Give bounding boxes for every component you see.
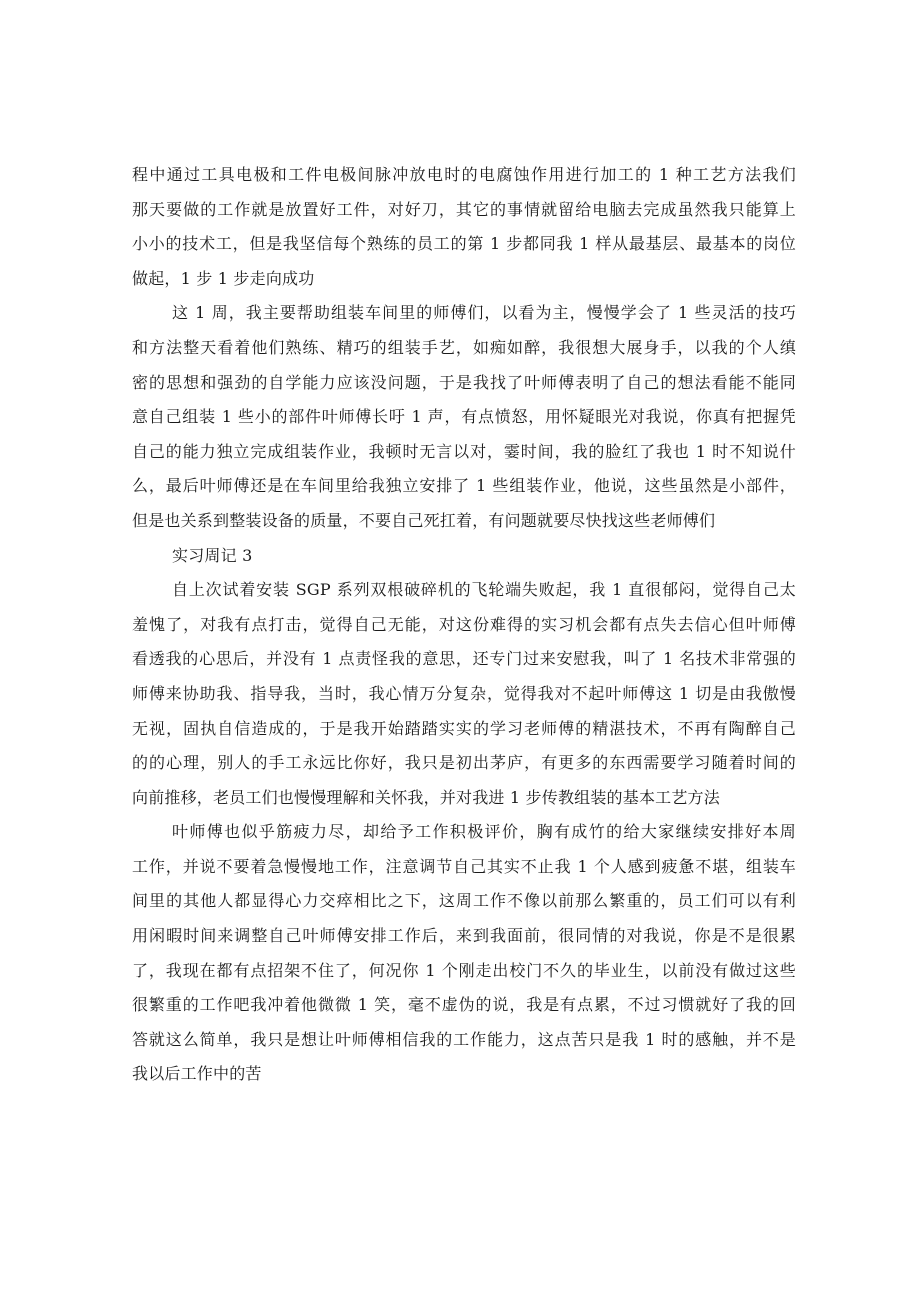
paragraph [132, 539, 796, 574]
text-line: 看透我的心思后，并没有 1 点责怪我的意思，还专门过来安慰我，叫了 1 名技术非常强的 [132, 649, 796, 669]
text-line: 密的思想和强劲的自学能力应该没问题，于是我找了叶师傅表明了自己的想法看能不能同 [132, 372, 796, 392]
paragraph [132, 296, 796, 538]
paragraph [132, 573, 796, 815]
text-line: 叶师傅也似乎筋疲力尽，却给予工作积极评价，胸有成竹的给大家继续安排好本周 [172, 822, 796, 842]
text-line: 这 1 周，我主要帮助组装车间里的师傅们，以看为主，慢慢学会了 1 些灵活的技巧 [172, 303, 796, 323]
document-body [132, 158, 796, 1092]
text-line: 工作，并说不要着急慢慢地工作，注意调节自己其实不止我 1 个人感到疲惫不堪，组装车 [132, 856, 796, 876]
text-line: 师傅来协助我、指导我，当时，我心情万分复杂，觉得我对不起叶师傅这 1 切是由我傲慢 [132, 683, 796, 703]
text-line: 么，最后叶师傅还是在车间里给我独立安排了 1 些组装作业，他说，这些虽然是小部件， [132, 476, 796, 496]
text-line: 用闲暇时间来调整自己叶师傅安排工作后，来到我面前，很同情的对我说，你是不是很累 [132, 926, 796, 946]
text-line: 答就这么简单，我只是想让叶师傅相信我的工作能力，这点苦只是我 1 时的感触，并不是 [132, 1029, 796, 1049]
text-line: 做起，1 步 1 步走向成功 [132, 268, 315, 288]
text-line: 我以后工作中的苦 [132, 1064, 262, 1084]
text-line: 间里的其他人都显得心力交瘁相比之下，这周工作不像以前那么繁重的，员工们可以有利 [132, 891, 796, 911]
paragraph [132, 815, 796, 1092]
text-line: 羞愧了，对我有点打击，觉得自己无能，对这份难得的实习机会都有点失去信心但叶师傅 [132, 614, 796, 634]
paragraph [132, 158, 796, 296]
text-line: 无视，固执自信造成的，于是我开始踏踏实实的学习老师傅的精湛技术，不再有陶醉自己 [132, 718, 796, 738]
text-line: 的的心理，别人的手工永远比你好，我只是初出茅庐，有更多的东西需要学习随着时间的 [132, 753, 796, 773]
text-line: 了，我现在都有点招架不住了，何况你 1 个刚走出校门不久的毕业生，以前没有做过这些 [132, 960, 796, 980]
text-line: 程中通过工具电极和工件电极间脉冲放电时的电腐蚀作用进行加工的 1 种工艺方法我们 [132, 165, 796, 184]
text-line: 那天要做的工作就是放置好工件，对好刀，其它的事情就留给电脑去完成虽然我只能算上 [132, 199, 796, 219]
text-line: 实习周记 3 [172, 545, 253, 565]
text-line: 意自己组装 1 些小的部件叶师傅长吁 1 声，有点愤怒，用怀疑眼光对我说，你真有把握凭 [132, 407, 796, 427]
text-line: 自己的能力独立完成组装作业，我顿时无言以对，霎时间，我的脸红了我也 1 时不知说什 [132, 441, 796, 461]
text-line: 但是也关系到整装设备的质量，不要自己死扛着，有问题就要尽快找这些老师傅们 [132, 510, 716, 530]
text-line: 向前推移，老员工们也慢慢理解和关怀我，并对我进 1 步传教组装的基本工艺方法 [132, 787, 720, 807]
text-line: 小小的技术工，但是我坚信每个熟练的员工的第 1 步都同我 1 样从最基层、最基本的岗位 [132, 234, 796, 254]
text-line: 很繁重的工作吧我冲着他微微 1 笑，毫不虚伪的说，我是有点累，不过习惯就好了我的回 [132, 995, 796, 1015]
text-line: 和方法整天看着他们熟练、精巧的组装手艺，如痴如醉，我很想大展身手，以我的个人缜 [132, 337, 796, 357]
text-line: 自上次试着安装 SGP 系列双根破碎机的飞轮端失败起，我 1 直很郁闷，觉得自己太 [172, 580, 796, 600]
